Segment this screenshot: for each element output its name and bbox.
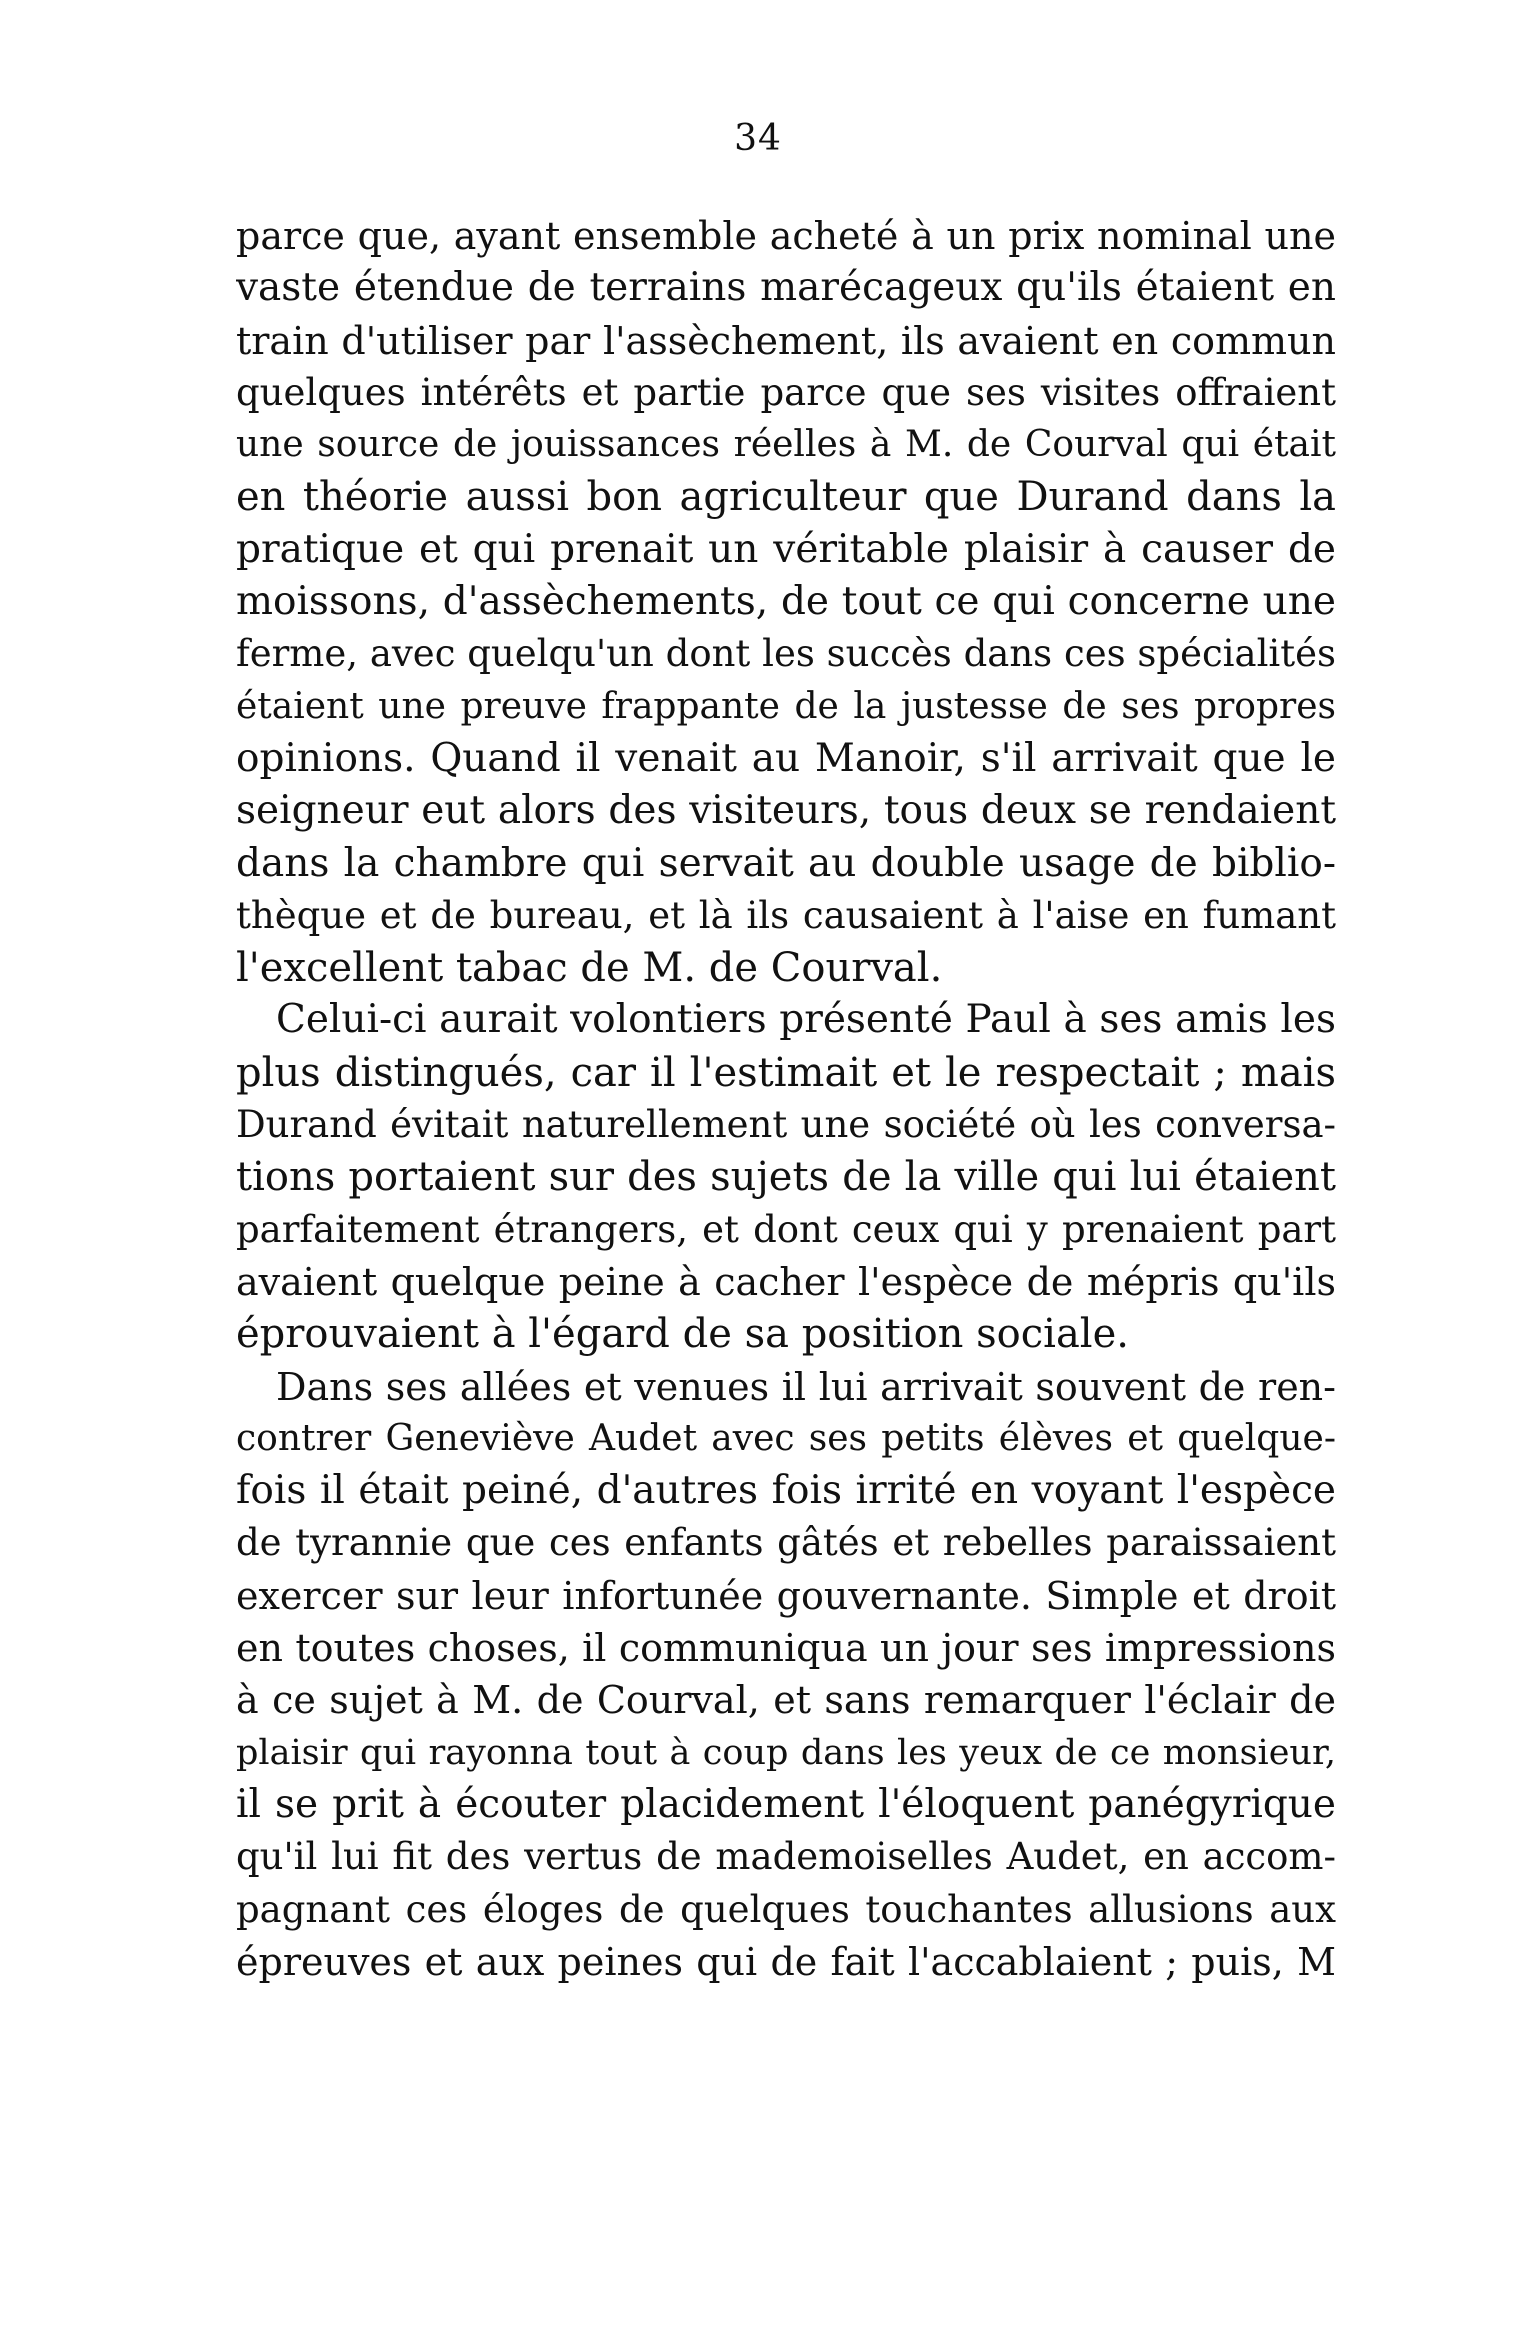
text-line: parce que, ayant ensemble acheté à un prix nominal une xyxy=(236,214,1336,258)
text-line: fois il était peiné, d'autres fois irrité en voyant l'espèce xyxy=(236,1468,1336,1514)
text-line: moissons, d'assèchements, de tout ce qui concerne une xyxy=(236,579,1336,625)
text-line: avaient quelque peine à cacher l'espèce de mépris qu'ils xyxy=(236,1259,1336,1304)
text-line: il se prit à écouter placidement l'éloquent panégyrique xyxy=(236,1781,1336,1827)
text-line: vaste étendue de terrains marécageux qu'ils étaient en xyxy=(236,265,1336,311)
text-line: contrer Geneviève Audet avec ses petits élèves et quelque- xyxy=(236,1417,1336,1459)
page-number: 34 xyxy=(734,118,782,159)
text-line: en toutes choses, il communiqua un jour ses impressions xyxy=(236,1626,1336,1671)
text-line: Durand évitait naturellement une société où les conversa- xyxy=(236,1103,1336,1147)
text-line: plaisir qui rayonna tout à coup dans les yeux de ce monsieur, xyxy=(236,1732,1336,1773)
text-line: dans la chambre qui servait au double usage de biblio- xyxy=(236,840,1336,886)
text-line: une source de jouissances réelles à M. de Courval qui était xyxy=(236,424,1336,466)
text-line: l'excellent tabac de M. de Courval. xyxy=(236,945,943,992)
text-line: étaient une preuve frappante de la justesse de ses propres xyxy=(236,685,1336,727)
text-line: éprouvaient à l'égard de sa position sociale. xyxy=(236,1311,1129,1358)
text-line: plus distingués, car il l'estimait et le respectait ; mais xyxy=(236,1049,1336,1096)
text-line: seigneur eut alors des visiteurs, tous deux se rendaient xyxy=(236,788,1336,834)
text-line: Celui-ci aurait volontiers présenté Paul à ses amis les xyxy=(276,997,1336,1043)
text-line: en théorie aussi bon agriculteur que Durand dans la xyxy=(236,474,1336,521)
text-line: de tyrannie que ces enfants gâtés et rebelles paraissaient xyxy=(236,1521,1336,1565)
text-line: pratique et qui prenait un véritable plaisir à causer de xyxy=(236,526,1336,572)
text-line: thèque et de bureau, et là ils causaient à l'aise en fumant xyxy=(236,893,1336,937)
text-line: Dans ses allées et venues il lui arrivait souvent de ren- xyxy=(276,1364,1336,1409)
text-line: opinions. Quand il venait au Manoir, s'il arrivait que le xyxy=(236,735,1336,781)
text-line: à ce sujet à M. de Courval, et sans remarquer l'éclair de xyxy=(236,1678,1336,1723)
text-line: qu'il lui fit des vertus de mademoiselles Audet, en accom- xyxy=(236,1835,1336,1879)
text-line: pagnant ces éloges de quelques touchantes allusions aux xyxy=(236,1887,1336,1931)
text-line: train d'utiliser par l'assèchement, ils avaient en commun xyxy=(236,318,1336,363)
text-line: quelques intérêts et partie parce que ses visites offraient xyxy=(236,370,1336,414)
text-line: épreuves et aux peines qui de fait l'accablaient ; puis, M xyxy=(236,1939,1336,1984)
text-line: tions portaient sur des sujets de la ville qui lui étaient xyxy=(236,1154,1336,1201)
body-text xyxy=(236,210,1336,1988)
text-line: exercer sur leur infortunée gouvernante. Simple et droit xyxy=(236,1573,1336,1618)
text-line: parfaitement étrangers, et dont ceux qui y prenaient part xyxy=(236,1207,1336,1251)
text-line: ferme, avec quelqu'un dont les succès dans ces spécialités xyxy=(236,632,1336,676)
